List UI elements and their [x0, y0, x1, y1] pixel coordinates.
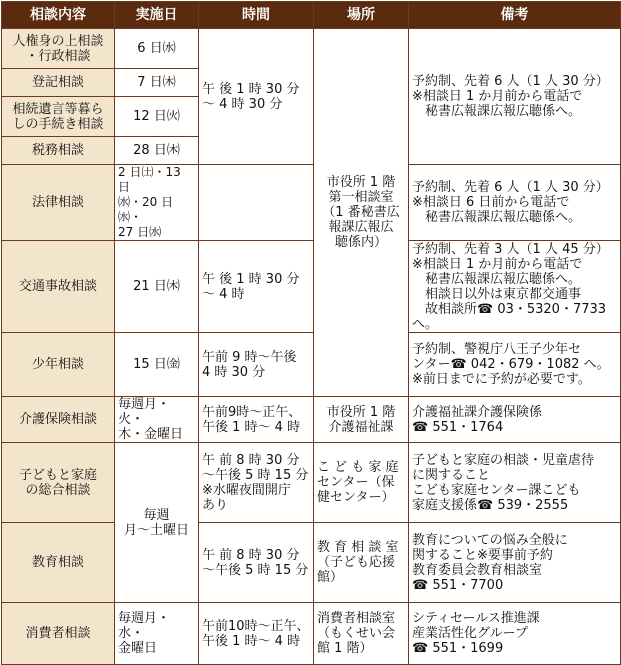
category-cell: 消費者相談: [2, 603, 115, 665]
time-cell: 午 前 8 時 30 分 ～午後 5 時 15 分 ※水曜夜間開庁 あり: [199, 443, 314, 523]
date-cell: 2 日㈯・13 日 ㈬・20 日㈬・ 27 日㈬: [115, 165, 199, 241]
place-cell: 市役所 1 階 介護福祉課: [314, 397, 409, 443]
table-row: [2, 29, 621, 69]
place-cell: こ ど も 家 庭 センター（保 健センター）: [314, 443, 409, 523]
date-cell: 6 日㈬: [115, 29, 199, 69]
place-cell: 市役所 1 階 第一相談室 （1 番秘書広 報課広報広 聴係内）: [314, 29, 409, 397]
header-place: 場所: [314, 2, 409, 29]
category-cell: 相続遺言等暮ら しの手続き相談: [2, 97, 115, 137]
date-cell: 7 日㈭: [115, 69, 199, 97]
category-cell: 介護保険相談: [2, 397, 115, 443]
notes-cell: 子どもと家庭の相談・児童虐待 に関すること こども家庭センター課こども 家庭支援係☎ 539・2555: [409, 443, 621, 523]
consultation-table: [1, 1, 621, 665]
time-cell: 午前9時～正午、 午後 1 時～ 4 時: [199, 397, 314, 443]
place-cell: 消費者相談室 （もくせい会 館 1 階）: [314, 603, 409, 665]
category-cell: 法律相談: [2, 165, 115, 241]
notes-cell: 介護福祉課介護保険係 ☎ 551・1764: [409, 397, 621, 443]
notes-cell: 予約制、先着 6 人（1 人 30 分） ※相談日 1 か月前から電話で 秘書広報課広報広聴係へ。: [409, 29, 621, 165]
notes-cell: シティセールス推進課 産業活性化グループ ☎ 551・1699: [409, 603, 621, 665]
table-row: [2, 443, 621, 523]
time-cell-empty: [199, 165, 314, 241]
date-cell: 21 日㈭: [115, 241, 199, 333]
notes-cell: 教育についての悩み全般に 関すること※要事前予約 教育委員会教育相談室 ☎ 551・7700: [409, 523, 621, 603]
date-cell: 28 日㈭: [115, 137, 199, 165]
time-cell: 午 前 8 時 30 分 ～午後 5 時 15 分: [199, 523, 314, 603]
header-category: 相談内容: [2, 2, 115, 29]
category-cell: 登記相談: [2, 69, 115, 97]
category-cell: 税務相談: [2, 137, 115, 165]
notes-cell: 予約制、警視庁八王子少年セ ンター☎ 042・679・1082 へ。 ※前日までに予約が必要です。: [409, 333, 621, 397]
table-row: [2, 603, 621, 665]
notes-cell: 予約制、先着 3 人（1 人 45 分） ※相談日 1 か月前から電話で 秘書広報課広報広聴係へ。 相談日以外は東京都交通事 故相談所☎ 03・5320・7733 へ。: [409, 241, 621, 333]
table-row: [2, 333, 621, 397]
header-notes: 備考: [409, 2, 621, 29]
header-time: 時間: [199, 2, 314, 29]
time-cell: 午前 9 時～午後 4 時 30 分: [199, 333, 314, 397]
date-cell: 毎週月・火・ 木・金曜日: [115, 397, 199, 443]
category-cell: 教育相談: [2, 523, 115, 603]
category-cell: 子どもと家庭 の総合相談: [2, 443, 115, 523]
date-cell: 毎週 月～土曜日: [115, 443, 199, 603]
category-cell: 交通事故相談: [2, 241, 115, 333]
table-row: [2, 165, 621, 241]
place-cell: 教 育 相 談 室 （子ども応援 館）: [314, 523, 409, 603]
date-cell: 毎週月・水・ 金曜日: [115, 603, 199, 665]
table-row: [2, 523, 621, 603]
header-date: 実施日: [115, 2, 199, 29]
date-cell: 12 日㈫: [115, 97, 199, 137]
category-cell: 少年相談: [2, 333, 115, 397]
notes-cell: 予約制、先着 6 人（1 人 30 分） ※相談日 6 日前から電話で 秘書広報課広報広聴係へ。: [409, 165, 621, 241]
category-cell: 人権身の上相談 ・行政相談: [2, 29, 115, 69]
time-cell: 午 後 1 時 30 分 ～ 4 時: [199, 241, 314, 333]
time-cell: 午 後 1 時 30 分 ～ 4 時 30 分: [199, 29, 314, 165]
table-row: [2, 397, 621, 443]
header-row: [2, 2, 621, 29]
date-cell: 15 日㈮: [115, 333, 199, 397]
time-cell: 午前10時～正午、 午後 1 時～ 4 時: [199, 603, 314, 665]
table-row: [2, 241, 621, 333]
